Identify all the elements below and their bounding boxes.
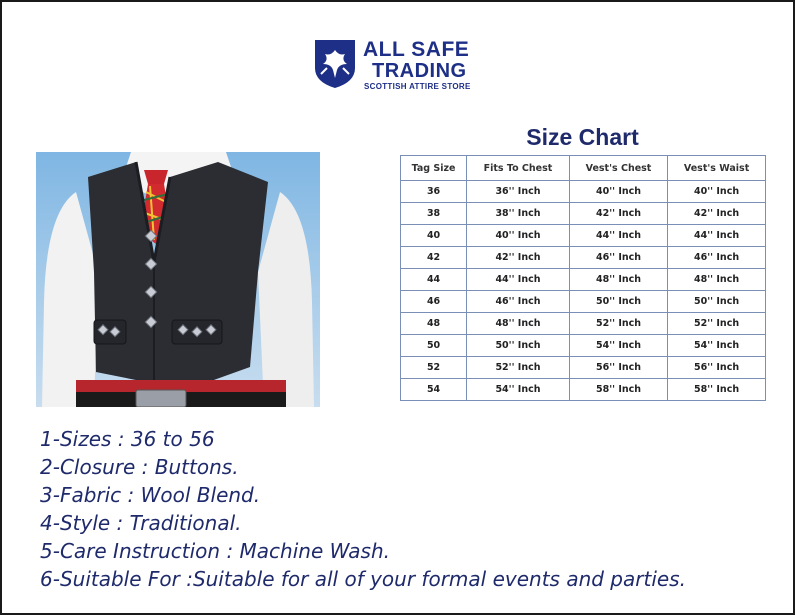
table-row	[401, 203, 766, 225]
cell-vests-waist: 44'' Inch	[668, 225, 766, 247]
thistle-shield-icon	[313, 38, 357, 90]
cell-vests-chest: 46'' Inch	[569, 247, 667, 269]
cell-tag-size: 46	[401, 291, 467, 313]
cell-tag-size: 54	[401, 379, 467, 401]
spec-closure: 2-Closure : Buttons.	[40, 455, 239, 479]
cell-fits-to-chest: 46'' Inch	[467, 291, 570, 313]
cell-vests-chest: 58'' Inch	[569, 379, 667, 401]
cell-vests-waist: 50'' Inch	[668, 291, 766, 313]
cell-tag-size: 44	[401, 269, 467, 291]
cell-fits-to-chest: 44'' Inch	[467, 269, 570, 291]
cell-tag-size: 52	[401, 357, 467, 379]
cell-tag-size: 40	[401, 225, 467, 247]
cell-tag-size: 50	[401, 335, 467, 357]
cell-fits-to-chest: 36'' Inch	[467, 181, 570, 203]
size-chart-header-row	[401, 156, 766, 181]
cell-vests-chest: 44'' Inch	[569, 225, 667, 247]
cell-tag-size: 48	[401, 313, 467, 335]
cell-vests-waist: 46'' Inch	[668, 247, 766, 269]
spec-sizes: 1-Sizes : 36 to 56	[40, 427, 215, 451]
table-row	[401, 291, 766, 313]
table-row	[401, 313, 766, 335]
cell-fits-to-chest: 42'' Inch	[467, 247, 570, 269]
cell-vests-waist: 54'' Inch	[668, 335, 766, 357]
cell-vests-waist: 58'' Inch	[668, 379, 766, 401]
cell-fits-to-chest: 40'' Inch	[467, 225, 570, 247]
vest-illustration	[36, 152, 320, 407]
table-row	[401, 335, 766, 357]
vest-photo	[36, 152, 320, 407]
spec-suitable-for: 6-Suitable For :Suitable for all of your formal events and parties.	[40, 567, 686, 591]
cell-vests-chest: 48'' Inch	[569, 269, 667, 291]
cell-vests-waist: 56'' Inch	[668, 357, 766, 379]
cell-fits-to-chest: 38'' Inch	[467, 203, 570, 225]
cell-tag-size: 36	[401, 181, 467, 203]
cell-tag-size: 42	[401, 247, 467, 269]
table-row	[401, 379, 766, 401]
table-row	[401, 225, 766, 247]
cell-vests-chest: 42'' Inch	[569, 203, 667, 225]
cell-vests-waist: 48'' Inch	[668, 269, 766, 291]
cell-fits-to-chest: 52'' Inch	[467, 357, 570, 379]
header-tag-size: Tag Size	[401, 156, 467, 181]
cell-vests-waist: 42'' Inch	[668, 203, 766, 225]
cell-fits-to-chest: 50'' Inch	[467, 335, 570, 357]
cell-fits-to-chest: 48'' Inch	[467, 313, 570, 335]
cell-tag-size: 38	[401, 203, 467, 225]
table-row	[401, 357, 766, 379]
cell-vests-waist: 40'' Inch	[668, 181, 766, 203]
spec-style: 4-Style : Traditional.	[40, 511, 242, 535]
size-chart-table	[400, 155, 766, 401]
table-row	[401, 247, 766, 269]
header-vests-chest: Vest's Chest	[569, 156, 667, 181]
cell-vests-chest: 56'' Inch	[569, 357, 667, 379]
product-specs	[40, 425, 686, 593]
cell-vests-chest: 50'' Inch	[569, 291, 667, 313]
cell-vests-chest: 52'' Inch	[569, 313, 667, 335]
cell-fits-to-chest: 54'' Inch	[467, 379, 570, 401]
table-row	[401, 181, 766, 203]
cell-vests-chest: 40'' Inch	[569, 181, 667, 203]
header-vests-waist: Vest's Waist	[668, 156, 766, 181]
size-chart-title: Size Chart	[526, 124, 639, 150]
cell-vests-chest: 54'' Inch	[569, 335, 667, 357]
brand-tagline: SCOTTISH ATTIRE STORE	[364, 82, 471, 91]
spec-care-instruction: 5-Care Instruction : Machine Wash.	[40, 539, 391, 563]
cell-vests-waist: 52'' Inch	[668, 313, 766, 335]
brand-logo	[313, 38, 503, 98]
spec-fabric: 3-Fabric : Wool Blend.	[40, 483, 261, 507]
header-fits-to-chest: Fits To Chest	[467, 156, 570, 181]
brand-name-line1: ALL SAFE	[363, 38, 470, 61]
brand-name-line2: TRADING	[372, 60, 467, 82]
table-row	[401, 269, 766, 291]
